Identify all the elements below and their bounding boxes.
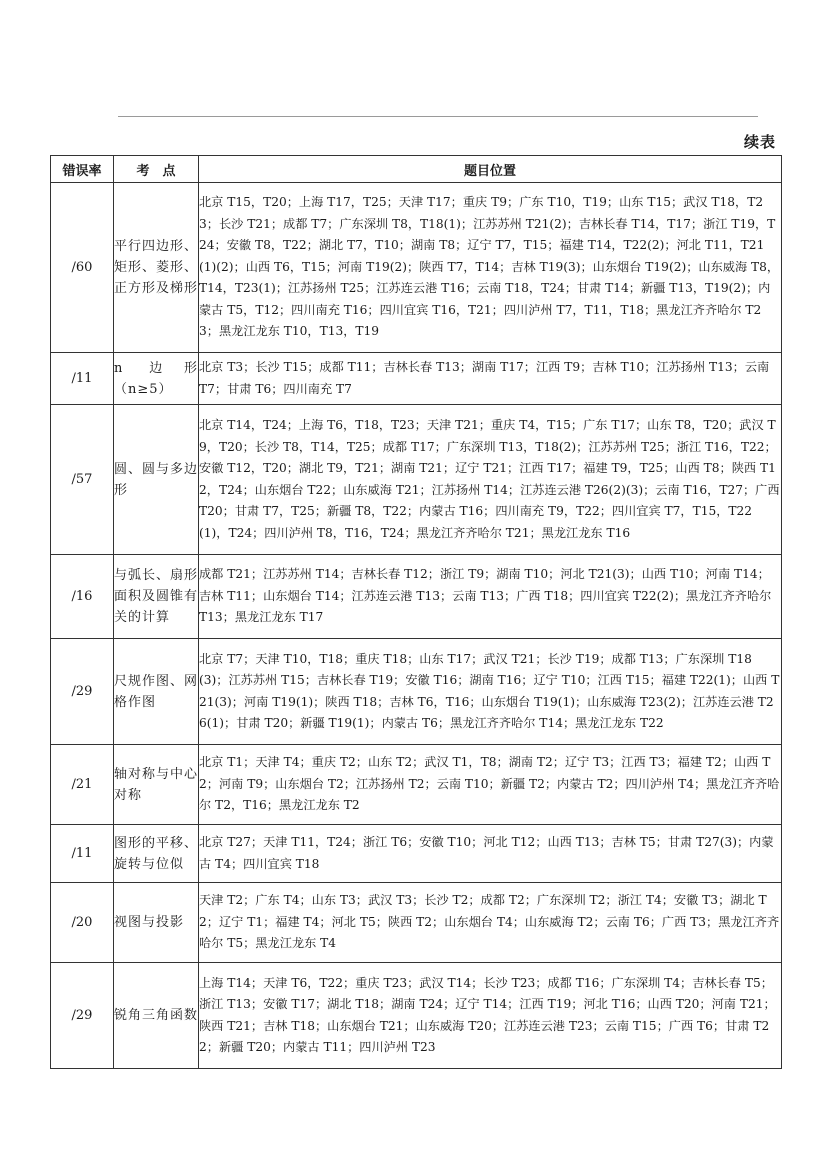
column-header-topic: 考 点 — [114, 156, 199, 183]
row-topic: 轴对称与中心对称 — [114, 745, 199, 825]
row-error-rate: /29 — [51, 963, 114, 1069]
row-locations: 成都 T21；江苏苏州 T14；吉林长春 T12；浙江 T9；湖南 T10；河北 T21(3)；山西 T10；河南 T14；吉林 T11；山东烟台 T14；江苏连云港 T13；云南 T13；广西 T18；四川宜宾 T22(2)；黑龙江齐齐哈尔 T13；黑龙江龙东 T17 — [199, 555, 782, 639]
column-header-locations: 题目位置 — [199, 156, 782, 183]
row-topic: n 边形（n≥5） — [114, 353, 199, 405]
row-topic: 图形的平移、旋转与位似 — [114, 825, 199, 883]
continued-label: 续表 — [743, 133, 776, 151]
table-row — [51, 639, 782, 745]
row-topic: 平行四边形、矩形、菱形、正方形及梯形 — [114, 183, 199, 353]
row-locations: 北京 T7；天津 T10，T18；重庆 T18；山东 T17；武汉 T21；长沙 T19；成都 T13；广东深圳 T18(3)；江苏苏州 T15；吉林长春 T19；安徽 T16；湖南 T16；辽宁 T10；江西 T15；福建 T22(1)；山西 T21(3)；河南 T19(1)；陕西 T18；吉林 T6，T16；山东烟台 T19(1)；山东威海 T23(2)；江苏连云港 T26(1)；甘肃 T20；新疆 T19(1)；内蒙古 T6；黑龙江齐齐哈尔 T14；黑龙江龙东 T22 — [199, 639, 782, 745]
column-header-rate: 错误率 — [51, 156, 114, 183]
row-locations: 北京 T15，T20；上海 T17，T25；天津 T17；重庆 T9；广东 T10，T19；山东 T15；武汉 T18，T23；长沙 T21；成都 T7；广东深圳 T8，T18(1)；江苏苏州 T21(2)；吉林长春 T14，T17；浙江 T19，T24；安徽 T8，T22；湖北 T7，T10；湖南 T8；辽宁 T7，T15；福建 T14，T22(2)；河北 T11，T21(1)(2)；山西 T6，T15；河南 T19(2)；陕西 T7，T14；吉林 T19(3)；山东烟台 T19(2)；山东威海 T8，T14，T23(1)；江苏扬州 T25；江苏连云港 T16；云南 T18，T24；甘肃 T14；新疆 T13，T19(2)；内蒙古 T5，T12；四川南充 T16；四川宜宾 T16，T21；四川泸州 T7，T11，T18；黑龙江齐齐哈尔 T23；黑龙江龙东 T10，T13，T19 — [199, 183, 782, 353]
table-row — [51, 883, 782, 963]
table-row — [51, 353, 782, 405]
table-row — [51, 963, 782, 1069]
row-topic: 尺规作图、网格作图 — [114, 639, 199, 745]
table-row — [51, 183, 782, 353]
error-rate-table — [50, 155, 782, 1069]
row-locations: 天津 T2；广东 T4；山东 T3；武汉 T3；长沙 T2；成都 T2；广东深圳 T2；浙江 T4；安徽 T3；湖北 T2；辽宁 T1；福建 T4；河北 T5；陕西 T2；山东烟台 T4；山东威海 T2；云南 T6；广西 T3；黑龙江齐齐哈尔 T5；黑龙江龙东 T4 — [199, 883, 782, 963]
row-error-rate: /16 — [51, 555, 114, 639]
row-topic: 圆、圆与多边形 — [114, 405, 199, 555]
table-row — [51, 405, 782, 555]
row-topic: 锐角三角函数 — [114, 963, 199, 1069]
row-error-rate: /11 — [51, 353, 114, 405]
row-error-rate: /57 — [51, 405, 114, 555]
row-locations: 北京 T1；天津 T4；重庆 T2；山东 T2；武汉 T1，T8；湖南 T2；辽宁 T3；江西 T3；福建 T2；山西 T2；河南 T9；山东烟台 T2；江苏扬州 T2；云南 T10；新疆 T2；内蒙古 T2；四川泸州 T4；黑龙江齐齐哈尔 T2，T16；黑龙江龙东 T2 — [199, 745, 782, 825]
table-row — [51, 745, 782, 825]
row-locations: 北京 T14，T24；上海 T6，T18，T23；天津 T21；重庆 T4，T15；广东 T17；山东 T8，T20；武汉 T9，T20；长沙 T8，T14，T25；成都 T17；广东深圳 T13，T18(2)；江苏苏州 T25；浙江 T16，T22；安徽 T12，T20；湖北 T9，T21；湖南 T21；辽宁 T21；江西 T17；福建 T9，T25；山西 T8；陕西 T12，T24；山东烟台 T22；山东威海 T21；江苏扬州 T14；江苏连云港 T26(2)(3)；云南 T16，T27；广西 T20；甘肃 T7，T25；新疆 T8，T22；内蒙古 T16；四川南充 T9，T22；四川宜宾 T7，T15，T22(1)，T24；四川泸州 T8，T16，T24；黑龙江齐齐哈尔 T21；黑龙江龙东 T16 — [199, 405, 782, 555]
table-row — [51, 555, 782, 639]
row-error-rate: /11 — [51, 825, 114, 883]
row-locations: 上海 T14；天津 T6，T22；重庆 T23；武汉 T14；长沙 T23；成都 T16；广东深圳 T4；吉林长春 T5；浙江 T13；安徽 T17；湖北 T18；湖南 T24；辽宁 T14；江西 T19；河北 T16；山西 T20；河南 T21；陕西 T21；吉林 T18；山东烟台 T21；山东威海 T20；江苏连云港 T23；云南 T15；广西 T6；甘肃 T22；新疆 T20；内蒙古 T11；四川泸州 T23 — [199, 963, 782, 1069]
row-topic: 视图与投影 — [114, 883, 199, 963]
row-error-rate: /60 — [51, 183, 114, 353]
row-locations: 北京 T27；天津 T11，T24；浙江 T6；安徽 T10；河北 T12；山西 T13；吉林 T5；甘肃 T27(3)；内蒙古 T4；四川宜宾 T18 — [199, 825, 782, 883]
row-error-rate: /21 — [51, 745, 114, 825]
row-error-rate: /29 — [51, 639, 114, 745]
row-topic: 与弧长、扇形面积及圆锥有关的计算 — [114, 555, 199, 639]
table-row — [51, 825, 782, 883]
row-locations: 北京 T3；长沙 T15；成都 T11；吉林长春 T13；湖南 T17；江西 T9；吉林 T10；江苏扬州 T13；云南 T7；甘肃 T6；四川南充 T7 — [199, 353, 782, 405]
row-error-rate: /20 — [51, 883, 114, 963]
header-rule — [118, 116, 758, 117]
table-header-row — [51, 156, 782, 183]
